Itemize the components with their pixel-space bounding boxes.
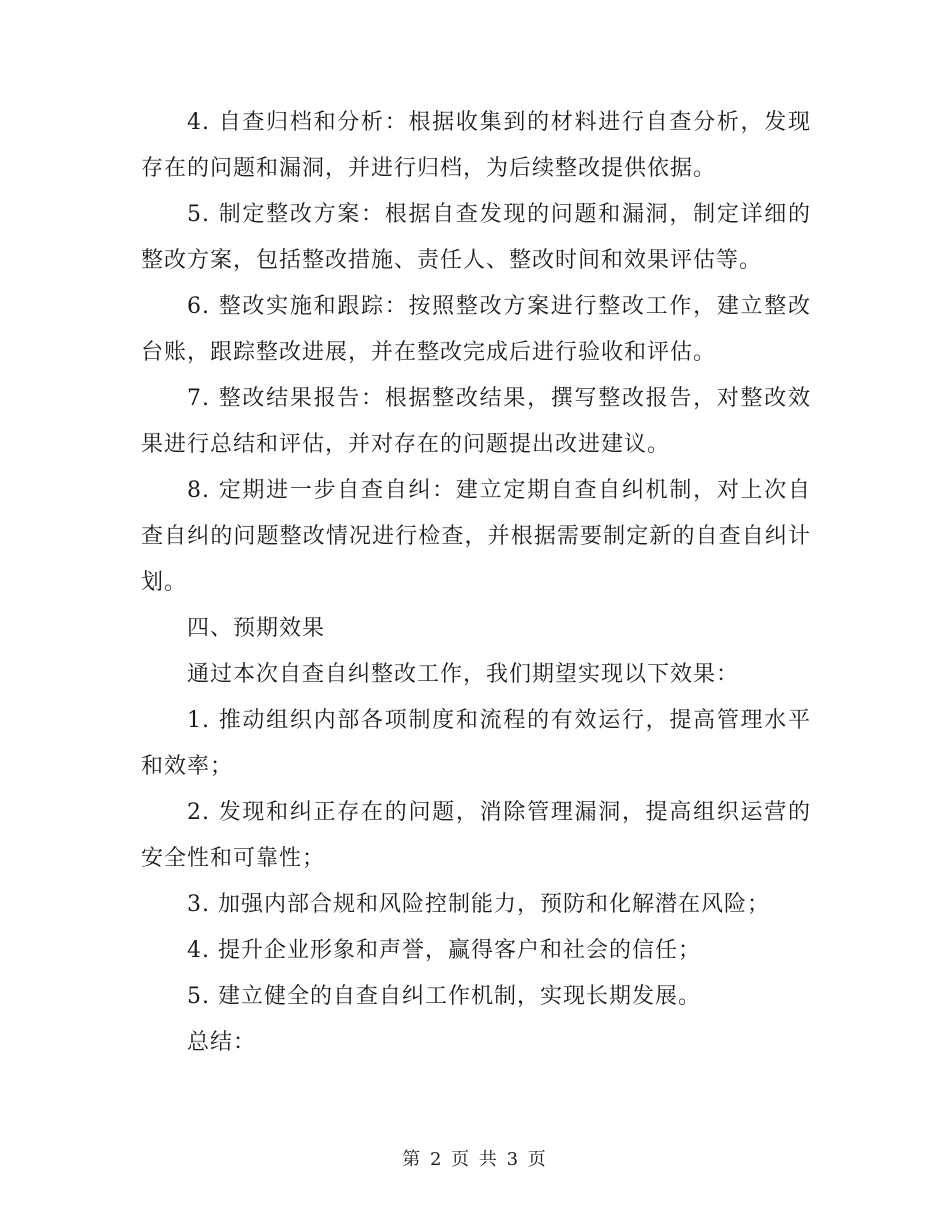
paragraph-effect-3: 3. 加强内部合规和风险控制能力，预防和化解潜在风险； bbox=[187, 892, 770, 917]
paragraph-step-5: 5. 制定整改方案：根据自查发现的问题和漏洞，制定详细的整改方案，包括整改措施、责任人、整改时间和效果评估等。 bbox=[141, 202, 811, 273]
paragraph-step-8: 8. 定期进一步自查自纠：建立定期自查自纠机制，对上次自查自纠的问题整改情况进行检查，并根据需要制定新的自查自纠计划。 bbox=[141, 478, 811, 595]
page-number-footer: 第 2 页 共 3 页 bbox=[402, 1149, 548, 1170]
paragraph-effect-1: 1. 推动组织内部各项制度和流程的有效运行，提高管理水平和效率； bbox=[141, 708, 811, 779]
paragraph-summary: 总结： bbox=[187, 1030, 257, 1055]
paragraph-effect-2: 2. 发现和纠正存在的问题，消除管理漏洞，提高组织运营的安全性和可靠性； bbox=[141, 800, 811, 871]
paragraph-intro: 通过本次自查自纠整改工作，我们期望实现以下效果： bbox=[187, 662, 740, 687]
document-body bbox=[141, 100, 811, 1066]
paragraph-effect-4: 4. 提升企业形象和声誉，赢得客户和社会的信任； bbox=[187, 938, 701, 963]
paragraph-step-4: 4. 自查归档和分析：根据收集到的材料进行自查分析，发现存在的问题和漏洞，并进行归档，为后续整改提供依据。 bbox=[141, 110, 811, 181]
section-heading: 四、预期效果 bbox=[187, 616, 326, 641]
paragraph-effect-5: 5. 建立健全的自查自纠工作机制，实现长期发展。 bbox=[187, 984, 701, 1009]
paragraph-step-6: 6. 整改实施和跟踪：按照整改方案进行整改工作，建立整改台账，跟踪整改进展，并在整改完成后进行验收和评估。 bbox=[141, 294, 811, 365]
paragraph-step-7: 7. 整改结果报告：根据整改结果，撰写整改报告，对整改效果进行总结和评估，并对存在的问题提出改进建议。 bbox=[141, 386, 811, 457]
